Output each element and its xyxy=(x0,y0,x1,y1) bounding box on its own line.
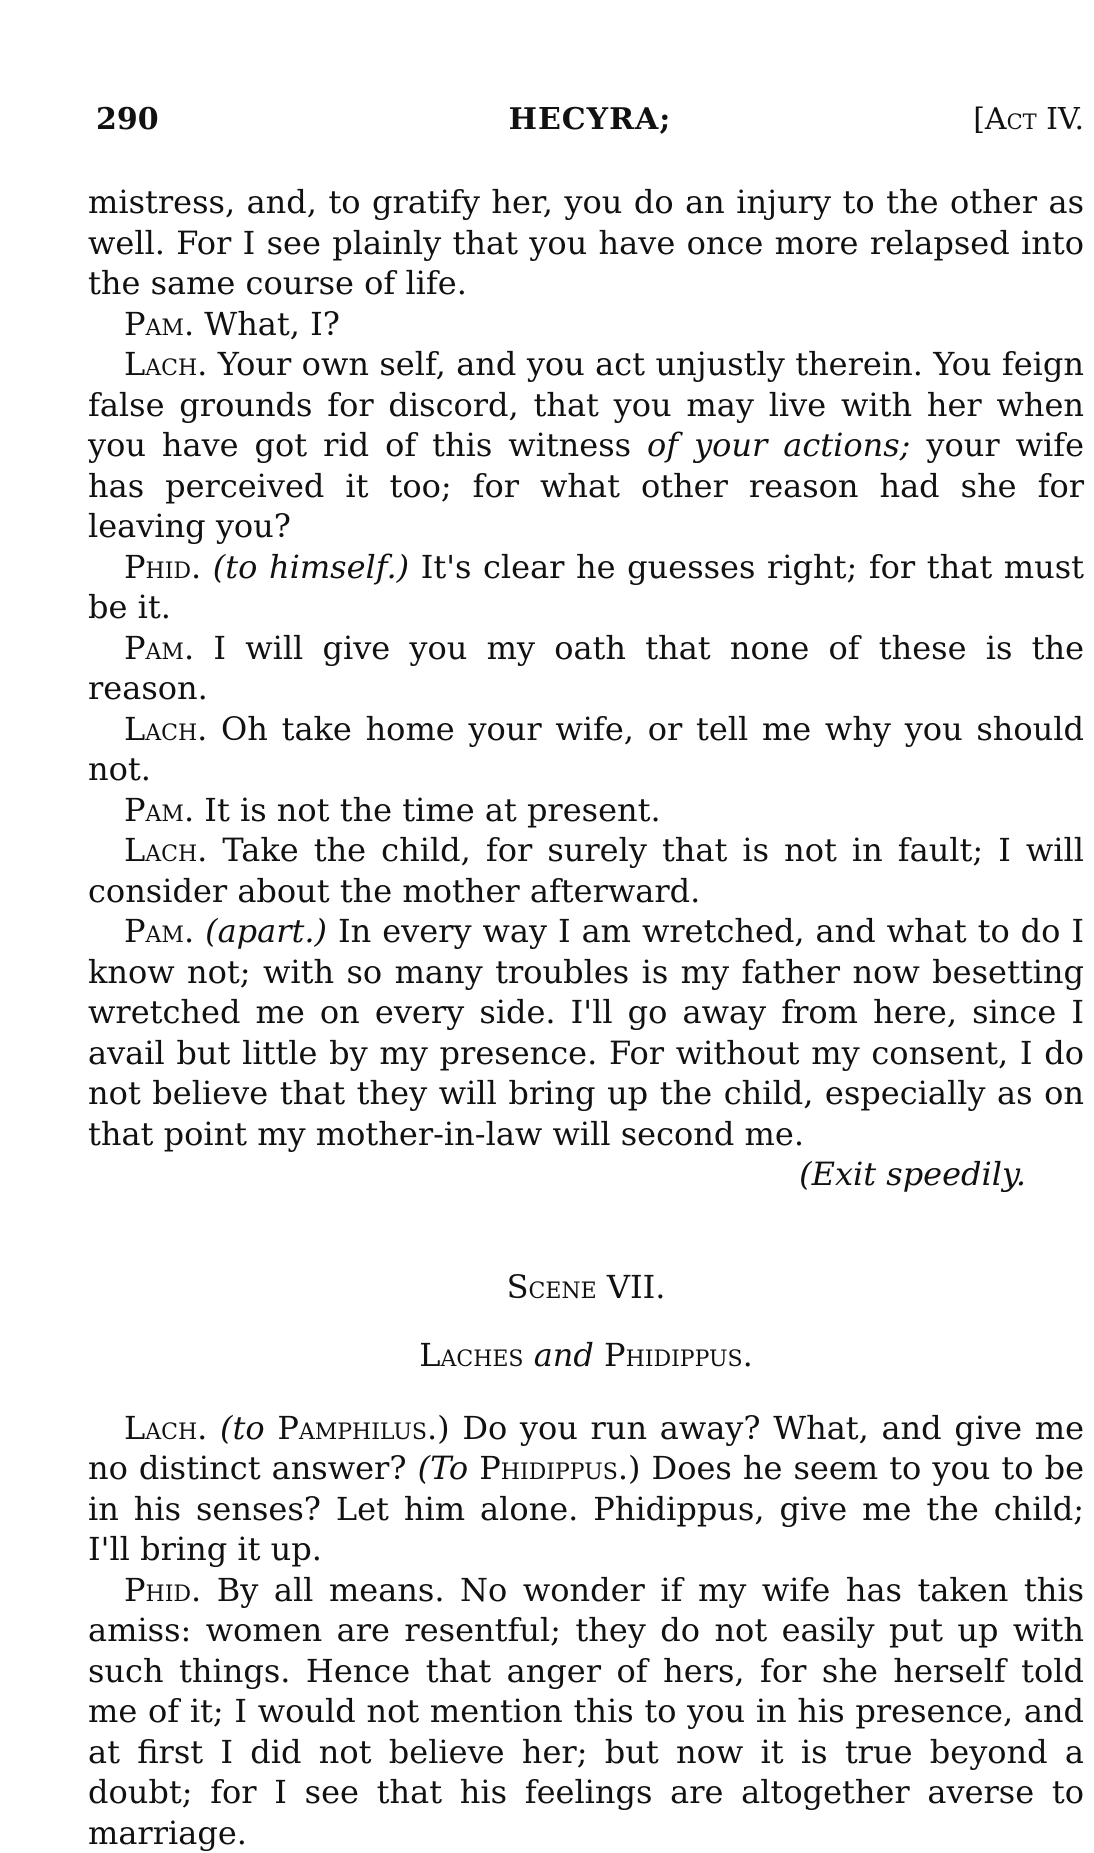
page-number: 290 xyxy=(96,102,159,137)
speaker-label: Pam. xyxy=(124,912,194,950)
speech-laches xyxy=(88,709,1084,790)
stage-name: Phidippus.) xyxy=(479,1449,640,1487)
scene-persons xyxy=(88,1335,1084,1376)
scene-title: Scene VII. xyxy=(88,1267,1084,1308)
body-text xyxy=(88,182,1084,1853)
speech-pamphilus xyxy=(88,304,1084,345)
speech-pamphilus xyxy=(88,911,1084,1154)
speech-text: Oh take home your wife, or tell me why you should not. xyxy=(88,710,1084,789)
speech-phidippus xyxy=(88,1570,1084,1853)
stage-direction: (apart.) xyxy=(205,912,327,950)
speaker-label: Lach. xyxy=(124,831,207,869)
person-name: Phidippus. xyxy=(604,1336,753,1374)
speech-text: Your own self, and you act unjustly therein. You feign false grounds for discord, that you may live with her when you have got rid of this witness xyxy=(88,345,1084,464)
speech-text: What, I? xyxy=(204,305,340,343)
speech-text: It's clear he guesses right; for that must be it. xyxy=(88,548,1084,627)
exit-direction: (Exit speedily. xyxy=(88,1154,1084,1195)
speaker-label: Pam. xyxy=(124,791,194,829)
speaker-label: Pam. xyxy=(124,629,194,667)
stage-name: Pamphilus.) xyxy=(277,1409,449,1447)
speech-text: It is not the time at present. xyxy=(204,791,660,829)
stage-direction xyxy=(418,1449,641,1487)
italic-insertion: of your actions; xyxy=(647,426,910,464)
running-head xyxy=(96,102,1084,152)
speech-text: Do you run away? What, and give me no distinct answer? xyxy=(88,1409,1084,1488)
stage-direction xyxy=(220,1409,450,1447)
speech-phidippus xyxy=(88,547,1084,628)
conjunction: and xyxy=(534,1336,594,1374)
running-title: HECYRA; xyxy=(96,102,1084,137)
speaker-label: Phid. xyxy=(124,548,201,586)
speech-text: By all means. No wonder if my wife has taken this amiss: women are resentful; they do not easily put up with such things. Hence that anger of hers, for she herself told me of it; I would not mention this to you in his presence, and at first I did not believe her; but now it is true beyond a doubt; for I see that his feelings are altogether averse to marriage. xyxy=(88,1571,1084,1852)
speech-text: Does he seem to you to be in his senses? Let him alone. Phidippus, give me the child; I'll bring it up. xyxy=(88,1449,1084,1568)
paragraph-continuation: mistress, and, to gratify her, you do an injury to the other as well. For I see plainly that you have once more relapsed into the same course of life. xyxy=(88,182,1084,304)
speech-text: In every way I am wretched, and what to do I know not; with so many troubles is my father now besetting wretched me on every side. I'll go away from here, since I avail but little by my presence. For without my consent, I do not believe that they will bring up the child, especially as on that point my mother-in-law will second me. xyxy=(88,912,1084,1153)
stage-direction: (to himself.) xyxy=(213,548,409,586)
stage-open: (To xyxy=(418,1449,480,1487)
speaker-label: Pam. xyxy=(124,305,194,343)
speech-laches xyxy=(88,1408,1084,1570)
stage-open: (to xyxy=(220,1409,277,1447)
speech-laches xyxy=(88,830,1084,911)
speech-text: your wife has perceived it too; for what other reason had she for leaving you? xyxy=(88,426,1084,545)
speaker-label: Phid. xyxy=(124,1571,201,1609)
speech-pamphilus xyxy=(88,628,1084,709)
speech-text: I will give you my oath that none of these is the reason. xyxy=(88,629,1084,708)
speech-laches xyxy=(88,344,1084,547)
speech-pamphilus xyxy=(88,790,1084,831)
speaker-label: Lach. xyxy=(124,710,207,748)
person-name: Laches xyxy=(419,1336,523,1374)
speech-text: Take the child, for surely that is not in fault; I will consider about the mother afterward. xyxy=(88,831,1084,910)
act-label: [Act IV. xyxy=(973,102,1084,137)
speaker-label: Lach. xyxy=(124,1409,207,1447)
speaker-label: Lach. xyxy=(124,345,207,383)
